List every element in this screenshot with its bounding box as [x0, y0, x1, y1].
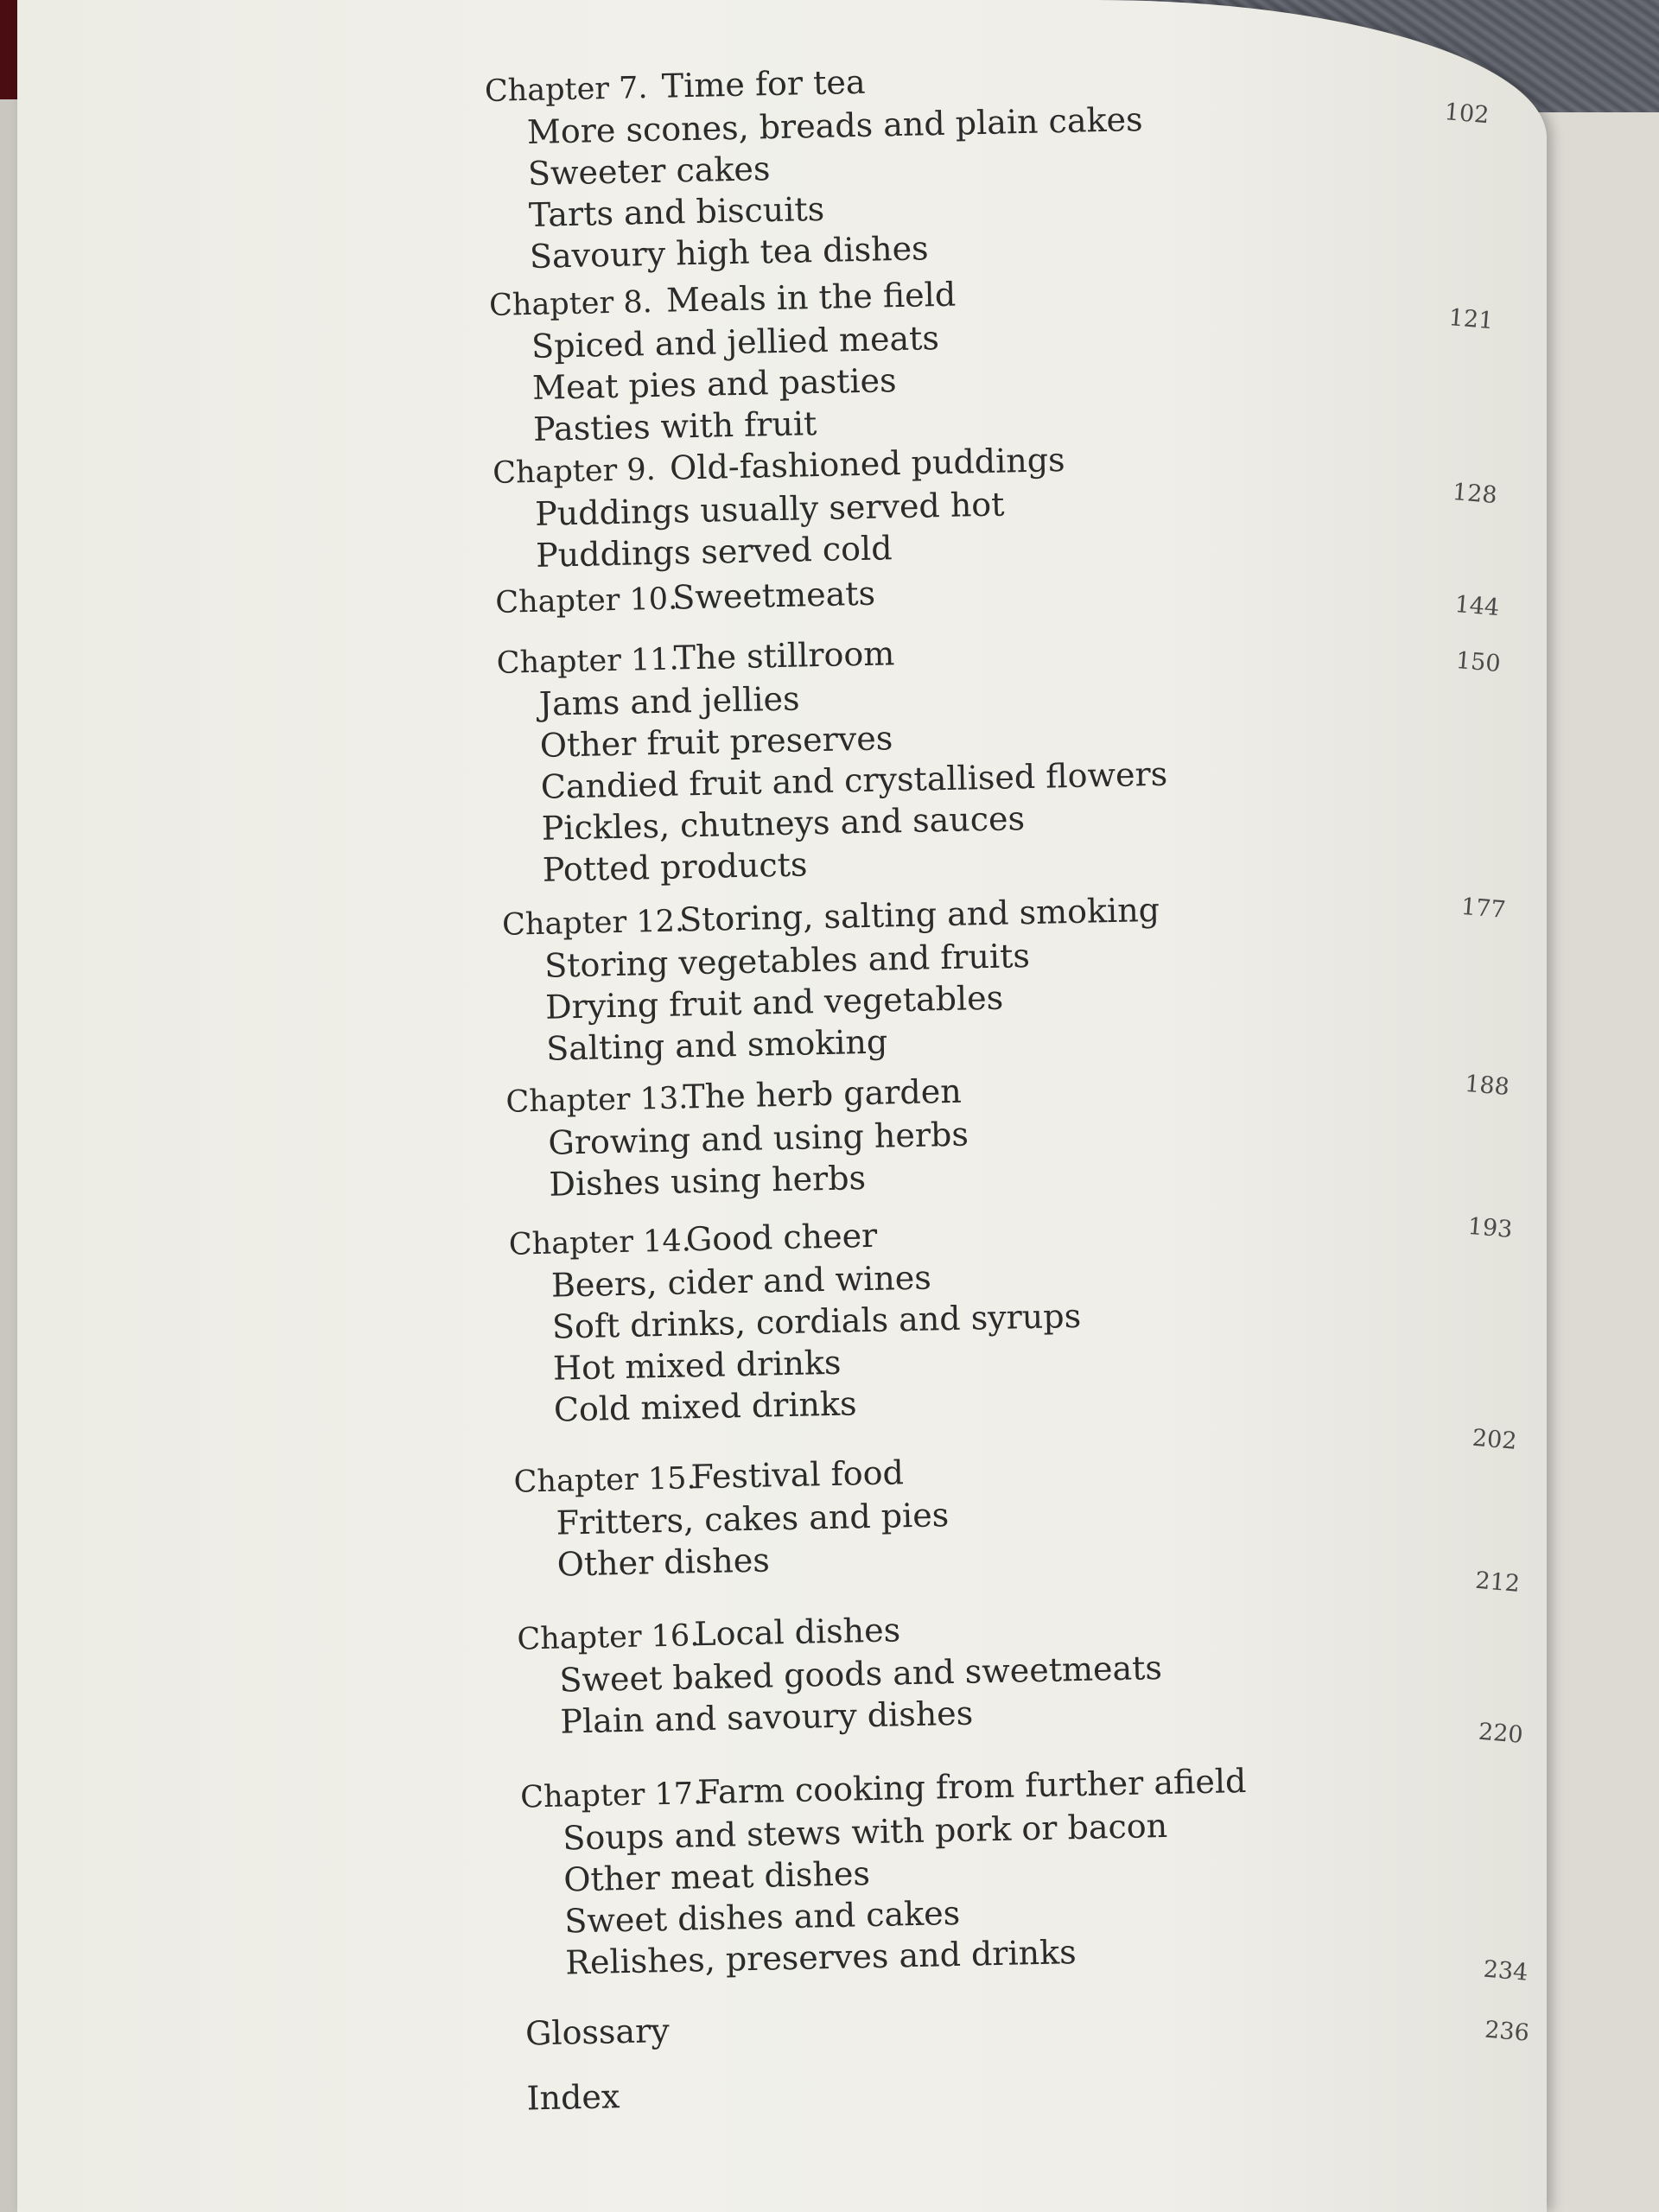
section-item: Candied fruit and crystallised flowers — [540, 754, 1168, 806]
section-item: Puddings served cold — [535, 529, 893, 575]
section-item: Sweeter cakes — [527, 149, 771, 193]
section-item: Pickles, chutneys and sauces — [541, 799, 1026, 848]
chapter-title: Storing, salting and smoking — [678, 890, 1160, 939]
page-number: 212 — [1474, 1567, 1522, 1598]
section-item: Meat pies and pasties — [531, 361, 897, 407]
chapter-title: The herb garden — [682, 1071, 963, 1116]
section-item: Sweet baked goods and sweetmeats — [559, 1648, 1163, 1700]
chapter-number: Chapter 13. — [505, 1081, 689, 1120]
page-number: 188 — [1464, 1070, 1511, 1102]
toc-chapter-11 — [496, 620, 1538, 892]
table-of-contents — [484, 29, 1582, 2177]
toc-chapter-14 — [508, 1201, 1549, 1432]
chapter-title: Old-fashioned puddings — [669, 441, 1065, 487]
section-item: Tarts and biscuits — [528, 189, 825, 234]
section-item: Jams and jellies — [538, 679, 800, 723]
page-number: 202 — [1471, 1424, 1518, 1455]
section-item: Savoury high tea dishes — [529, 229, 930, 276]
book-page — [17, 0, 1547, 2212]
chapter-number: Chapter 10. — [494, 582, 678, 620]
chapter-number: Chapter 14. — [508, 1224, 692, 1262]
toc-chapter-9 — [493, 429, 1532, 577]
chapter-number: Chapter 16. — [517, 1618, 700, 1657]
toc-glossary — [525, 1991, 1563, 2054]
page-number: 177 — [1459, 893, 1507, 925]
chapter-title: Farm cooking from further afield — [696, 1761, 1247, 1812]
section-item: Soft drinks, cordials and syrups — [551, 1296, 1082, 1346]
toc-chapter-12 — [502, 881, 1542, 1071]
page-number: 220 — [1477, 1718, 1524, 1749]
section-item: Other fruit preserves — [539, 719, 893, 765]
chapter-number: Chapter 17. — [519, 1777, 703, 1815]
toc-chapter-13 — [505, 1058, 1545, 1206]
section-item: Soups and stews with pork or bacon — [562, 1806, 1168, 1858]
toc-chapter-15 — [513, 1439, 1553, 1586]
chapter-title: Festival food — [690, 1453, 905, 1497]
section-item: Drying fruit and vegetables — [544, 978, 1004, 1027]
chapter-title: Meals in the field — [665, 275, 957, 320]
chapter-number: Chapter 8. — [488, 284, 653, 323]
section-item: Cold mixed drinks — [553, 1384, 857, 1429]
section-item: More scones, breads and plain cakes — [526, 100, 1143, 151]
section-item: Hot mixed drinks — [552, 1343, 842, 1388]
page-number: 193 — [1466, 1212, 1514, 1244]
chapter-number: Chapter 12. — [501, 904, 685, 943]
chapter-number: Chapter 15. — [513, 1461, 696, 1500]
section-item: Plain and savoury dishes — [560, 1694, 974, 1741]
section-item: Salting and smoking — [545, 1022, 888, 1068]
section-item: Pasties with fruit — [532, 404, 817, 448]
chapter-title: Good cheer — [685, 1216, 878, 1259]
page-number: 236 — [1484, 2016, 1530, 2047]
page-number: 121 — [1447, 304, 1495, 335]
page-number: 150 — [1454, 646, 1502, 678]
section-item: Spiced and jellied meats — [531, 319, 940, 365]
section-item: Storing vegetables and fruits — [543, 937, 1031, 985]
page-number: 102 — [1443, 99, 1491, 130]
chapter-number: Chapter 11. — [496, 642, 680, 681]
back-matter-title: Index — [526, 2077, 620, 2118]
section-item: Growing and using herbs — [547, 1115, 969, 1162]
page-number: 128 — [1451, 478, 1498, 510]
chapter-number: Chapter 9. — [492, 452, 657, 491]
back-matter-title: Glossary — [524, 2012, 671, 2053]
page-number: 234 — [1482, 1955, 1529, 1986]
chapter-title: Local dishes — [693, 1611, 901, 1654]
section-item: Other dishes — [556, 1541, 771, 1584]
toc-chapter-17 — [520, 1753, 1561, 1984]
toc-index — [526, 2056, 1564, 2119]
toc-chapter-7 — [484, 48, 1525, 278]
section-item: Other meat dishes — [563, 1854, 871, 1899]
section-item: Puddings usually served hot — [534, 485, 1005, 533]
section-item: Fritters, cakes and pies — [556, 1496, 950, 1542]
chapter-title: The stillroom — [673, 634, 895, 677]
chapter-title: Sweetmeats — [671, 574, 876, 617]
chapter-number: Chapter 7. — [484, 71, 648, 109]
section-item: Potted products — [542, 845, 808, 889]
section-item: Beers, cider and wines — [550, 1258, 932, 1305]
toc-chapter-16 — [517, 1595, 1556, 1743]
page-number: 144 — [1453, 590, 1501, 622]
chapter-title: Time for tea — [661, 62, 866, 105]
section-item: Relishes, preserves and drinks — [564, 1933, 1077, 1982]
section-item: Dishes using herbs — [549, 1159, 867, 1204]
toc-chapter-8 — [489, 262, 1529, 451]
section-item: Sweet dishes and cakes — [563, 1893, 961, 1941]
